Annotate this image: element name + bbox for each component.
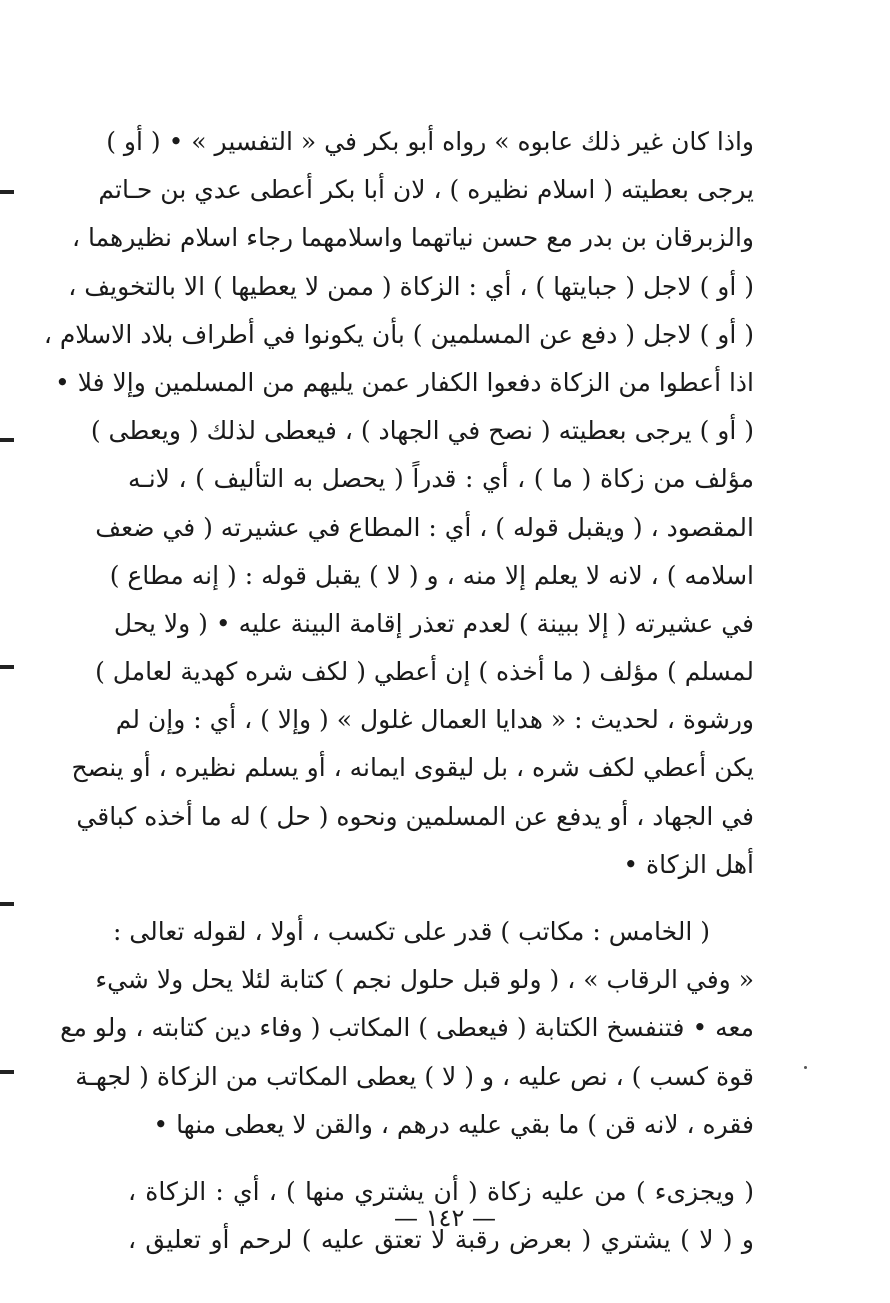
text-line: ( ويجزىء ) من عليه زكاة ( أن يشتري منها ) ، أي : الزكاة ، bbox=[128, 1176, 754, 1206]
text-line: واذا كان غير ذلك عابوه » رواه أبو بكر في « التفسير » • ( أو ) bbox=[106, 127, 754, 156]
scan-speck bbox=[804, 1066, 807, 1069]
text-line: قوة كسب ) ، نص عليه ، و ( لا ) يعطى المكاتب من الزكاة ( لجهـة bbox=[75, 1061, 754, 1091]
paragraph-gap bbox=[128, 889, 754, 908]
binding-mark bbox=[0, 665, 14, 669]
binding-mark bbox=[0, 190, 14, 194]
paragraph bbox=[43, 118, 754, 889]
text-line: يكن أعطي لكف شره ، بل ليقوى ايمانه ، أو يسلم نظيره ، أو ينصح bbox=[71, 753, 754, 783]
text-line: والزبرقان بن بدر مع حسن نياتهما واسلامهما رجاء اسلام نظيرهما ، bbox=[71, 223, 754, 253]
text-line: أهل الزكاة • bbox=[623, 849, 754, 879]
text-line: لمسلم ) مؤلف ( ما أخذه ) إن أعطي ( لكف شره كهدية لعامل ) bbox=[95, 657, 754, 687]
text-line: في عشيرته ( إلا ببينة ) لعدم تعذر إقامة البينة عليه • ( ولا يحل bbox=[113, 608, 754, 638]
binding-mark bbox=[0, 902, 14, 906]
text-line: المقصود ، ( ويقبل قوله ) ، أي : المطاع في عشيرته ( في ضعف bbox=[95, 512, 754, 542]
text-line: و ( لا ) يشتري ( بعرض رقبة لا تعتق عليه ) لرحم أو تعليق ، bbox=[128, 1225, 754, 1255]
text-line: في الجهاد ، أو يدفع عن المسلمين ونحوه ( حل ) له ما أخذه كباقي bbox=[76, 801, 754, 831]
text-line: يرجى بعطيته ( اسلام نظيره ) ، لان أبا بكر أعطى عدي بن حـاتم bbox=[98, 175, 754, 205]
binding-mark bbox=[0, 1070, 14, 1074]
page-text bbox=[43, 118, 754, 1264]
text-line: اسلامه ) ، لانه لا يعلم إلا منه ، و ( لا ) يقبل قوله : ( إنه مطاع ) bbox=[109, 560, 754, 590]
text-line: ( أو ) لاجل ( دفع عن المسلمين ) بأن يكونوا في أطراف بلاد الاسلام ، bbox=[43, 319, 754, 349]
text-line: فقره ، لانه قن ) ما بقي عليه درهم ، والقن لا يعطى منها • bbox=[153, 1109, 754, 1139]
paragraph-gap bbox=[128, 1149, 754, 1168]
text-line: اذا أعطوا من الزكاة دفعوا الكفار عمن يليهم من المسلمين وإلا فلا • bbox=[55, 367, 754, 397]
text-line: ( أو ) لاجل ( جبايتها ) ، أي : الزكاة ( ممن لا يعطيها ) الا بالتخويف ، bbox=[68, 271, 754, 301]
paragraph bbox=[60, 908, 754, 1149]
text-line: ورشوة ، لحديث : « هدايا العمال غلول » ( وإلا ) ، أي : وإن لم bbox=[115, 705, 754, 735]
text-line: « وفي الرقاب » ، ( ولو قبل حلول نجم ) كتابة لئلا يحل ولا شيء bbox=[95, 965, 754, 995]
page-number: — ١٤٢ — bbox=[394, 1204, 496, 1232]
text-line: معه • فتنفسخ الكتابة ( فيعطى ) المكاتب ( وفاء دين كتابته ، ولو مع bbox=[60, 1013, 754, 1043]
text-line: مؤلف من زكاة ( ما ) ، أي : قدراً ( يحصل به التأليف ) ، لانـه bbox=[128, 464, 754, 494]
binding-mark bbox=[0, 438, 14, 442]
text-line: ( الخامس : مكاتب ) قدر على تكسب ، أولا ، لقوله تعالى : bbox=[112, 917, 710, 946]
text-line: ( أو ) يرجى بعطيته ( نصح في الجهاد ) ، فيعطى لذلك ( ويعطى ) bbox=[90, 416, 754, 446]
